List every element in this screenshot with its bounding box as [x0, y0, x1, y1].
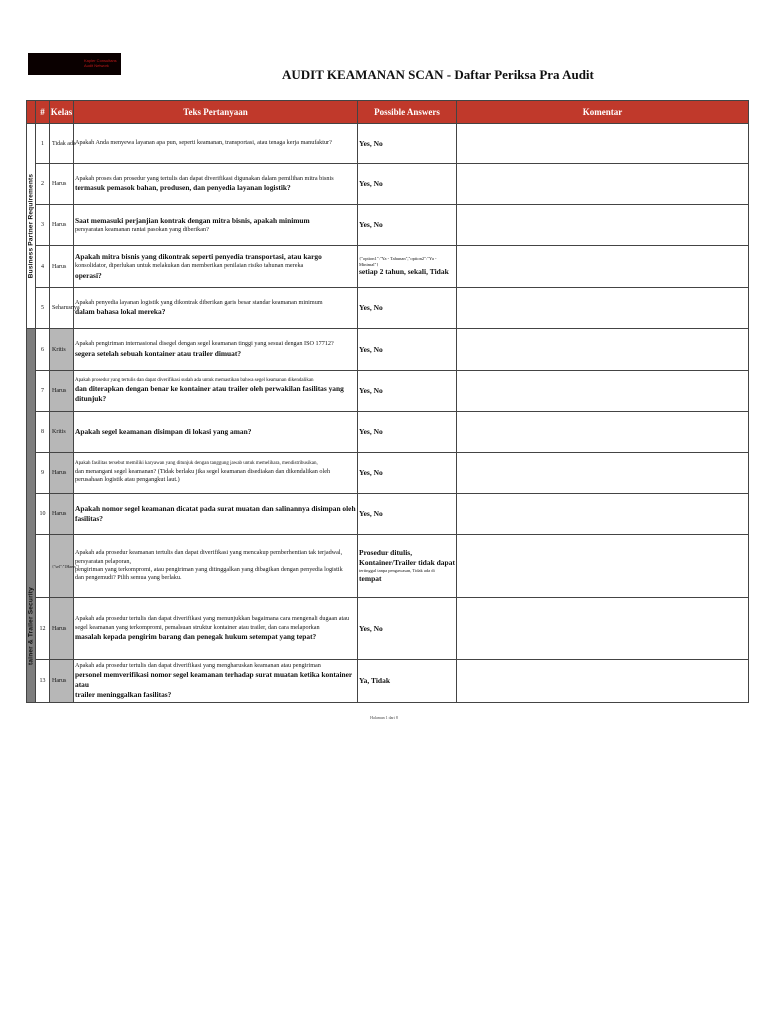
question-text: fasilitas?: [75, 514, 103, 523]
header-number: #: [36, 101, 50, 124]
question-text: Apakah ada prosedur tertulis dan dapat diverifikasi yang menunjukkan bagaimana cara mengenali dugaan atau: [75, 615, 350, 623]
question-text: dan diterapkan dengan benar ke kontainer atau trailer oleh perwakilan fasilitas yang ditunjuk?: [75, 384, 344, 404]
row-comment[interactable]: [457, 164, 749, 205]
question-text: Apakah fasilitas tersebut memiliki karyawan yang ditunjuk dengan tanggung jawab untuk memelihara, mendistribusikan,: [75, 461, 318, 467]
row-comment[interactable]: [457, 329, 749, 371]
row-answers: Yes, No: [358, 371, 457, 412]
row-comment[interactable]: [457, 598, 749, 660]
table-row: [27, 412, 749, 453]
logo-text: Kapler Consultans: [84, 58, 117, 63]
table-row: [27, 371, 749, 412]
row-number: 9: [36, 453, 50, 494]
answer-options-raw: {"option1":"Ya - Tahunan","option2":"Ya - Minimal"}: [359, 255, 437, 267]
question-text: Saat memasuki perjanjian kontrak dengan mitra bisnis, apakah minimum: [75, 215, 310, 225]
table-row: [27, 535, 749, 598]
row-number: 13: [36, 660, 50, 703]
row-answers: Yes, No: [358, 494, 457, 535]
row-number: 3: [36, 205, 50, 246]
row-comment[interactable]: [457, 288, 749, 329]
question-text: Apakah ada prosedur keamanan tertulis dan dapat diverifikasi yang mencakup pemberhentian tak terjadwal, persyaratan pelaporan,: [75, 549, 343, 565]
row-question: [74, 164, 358, 205]
row-number: 8: [36, 412, 50, 453]
answer-text: Prosedur ditulis,: [359, 548, 413, 558]
group-label: Business Partner Requirements: [27, 173, 35, 279]
question-text: persyaratan keamanan rantai pasokan yang diberikan?: [75, 225, 209, 233]
row-answers: [358, 535, 457, 598]
question-text: operasi?: [75, 270, 102, 280]
row-answers: Yes, No: [358, 205, 457, 246]
logo-subtext: Audit Network: [84, 63, 109, 68]
row-question: [74, 412, 358, 453]
row-kelas: Harus: [50, 371, 74, 412]
row-number: 5: [36, 288, 50, 329]
question-text: perusahaan logistik atau pengangkut laut.): [75, 476, 180, 484]
row-answers: Ya, Tidak: [358, 660, 457, 703]
row-kelas: Kritis: [50, 329, 74, 371]
row-kelas: Harus: [50, 205, 74, 246]
row-question: [74, 288, 358, 329]
row-question: [74, 535, 358, 598]
header-comments: Komentar: [457, 101, 749, 124]
table-header-row: [27, 101, 749, 124]
table-row: [27, 453, 749, 494]
company-logo: [28, 53, 121, 75]
row-number: 10: [36, 494, 50, 535]
row-comment[interactable]: [457, 660, 749, 703]
row-answers: Yes, No: [358, 412, 457, 453]
question-text: Apakah penyedia layanan logistik yang dikontrak diberikan garis besar standar keamanan minimum: [75, 298, 323, 306]
table-row: [27, 246, 749, 288]
row-number: 12: [36, 598, 50, 660]
row-answers: Yes, No: [358, 124, 457, 164]
row-kelas: Harus: [50, 660, 74, 703]
row-comment[interactable]: [457, 494, 749, 535]
question-text: konsolidator, diperlukan untuk melakukan dan memberikan penilaian risiko tahunan mereka: [75, 262, 304, 270]
row-question: [74, 494, 358, 535]
row-comment[interactable]: [457, 371, 749, 412]
header-group: [27, 101, 36, 124]
question-text: Apakah mitra bisnis yang dikontrak seperti penyedia transportasi, atau kargo: [75, 252, 322, 262]
header-answers: Possible Answers: [358, 101, 457, 124]
row-answers: Yes, No: [358, 288, 457, 329]
row-number: 7: [36, 371, 50, 412]
group-cell-business-partner: [27, 124, 36, 329]
row-answers: Yes, No: [358, 164, 457, 205]
answer-text: Kontainer/Trailer tidak dapat: [359, 558, 455, 568]
row-kelas: Harus: [50, 598, 74, 660]
question-text: segel keamanan yang terkompromi, pemalsuan struktur kontainer atau trailer, dan cara melaporkan: [75, 623, 320, 631]
row-question: [74, 205, 358, 246]
question-text: termasuk pemasok bahan, produsen, dan penyedia layanan logistik?: [75, 183, 291, 193]
header-kelas: Kelas: [50, 101, 74, 124]
row-answers: Yes, No: [358, 453, 457, 494]
row-answers: Yes, No: [358, 329, 457, 371]
table-row: [27, 205, 749, 246]
row-kelas: Kritis: [50, 412, 74, 453]
row-comment[interactable]: [457, 535, 749, 598]
question-text: Apakah prosedur yang tertulis dan dapat diverifikasi sudah ada untuk memastikan bahwa segel keamanan dikendalikan: [75, 377, 314, 383]
question-text: dan menangani segel keamanan? (Tidak berlaku jika segel keamanan disediakan dan dikendalikan oleh: [75, 468, 331, 476]
table-row: [27, 660, 749, 703]
group-label: tainer & Trailer Security: [27, 586, 35, 665]
row-comment[interactable]: [457, 453, 749, 494]
row-kelas: Harus: [50, 453, 74, 494]
row-number: 4: [36, 246, 50, 288]
row-answers: [358, 246, 457, 288]
row-comment[interactable]: [457, 205, 749, 246]
row-number: 1: [36, 124, 50, 164]
table-row: [27, 329, 749, 371]
header-question: Teks Pertanyaan: [74, 101, 358, 124]
group-cell-container-trailer: [27, 329, 36, 703]
row-question: [74, 124, 358, 164]
row-comment[interactable]: [457, 124, 749, 164]
row-comment[interactable]: [457, 412, 749, 453]
question-text: Apakah nomor segel keamanan dicatat pada surat muatan dan salinannya disimpan oleh: [75, 504, 356, 514]
question-text: Apakah pengiriman internasional disegel dengan segel keamanan tinggi yang sesuai dengan ISO 17712?: [75, 340, 334, 348]
row-answers: Yes, No: [358, 598, 457, 660]
question-text: segera setelah sebuah kontainer atau trailer dimuat?: [75, 348, 242, 358]
row-kelas: Seharusnya: [50, 288, 74, 329]
row-kelas: Harus: [50, 246, 74, 288]
row-question: [74, 371, 358, 412]
question-text: Apakah segel keamanan disimpan di lokasi yang aman?: [75, 427, 252, 436]
row-kelas: Harus: [50, 494, 74, 535]
table-row: [27, 288, 749, 329]
question-text: dan pengemudi? Pilih semua yang berlaku.: [75, 574, 182, 582]
page-footer: Halaman 1 dari 8: [370, 715, 398, 720]
row-kelas: {"sel":"1Harus"}: [50, 535, 74, 598]
row-comment[interactable]: [457, 246, 749, 288]
question-text: masalah kepada pengirim barang dan penegak hukum setempat yang tepat?: [75, 631, 317, 641]
row-kelas: Tidak ada: [50, 124, 74, 164]
answer-text: tertinggal tanpa pengawasan, Tidak ada di: [359, 567, 435, 573]
answer-text: setiap 2 tahun, sekali, Tidak: [359, 267, 449, 277]
question-text: pengiriman yang terkompromi, atau pengiriman yang ditinggalkan yang dibagikan dengan penyedia logistik: [75, 566, 343, 573]
row-question: [74, 329, 358, 371]
question-text: Apakah ada prosedur tertulis dan dapat diverifikasi yang mengharuskan keamanan atau pengiriman: [75, 662, 321, 669]
row-number: 6: [36, 329, 50, 371]
question-text: personel memverifikasi nomor segel keamanan terhadap surat muatan ketika kontainer atau: [75, 670, 353, 690]
row-question: [74, 246, 358, 288]
row-kelas: Harus: [50, 164, 74, 205]
row-question: [74, 453, 358, 494]
table-row: [27, 164, 749, 205]
table-row: [27, 494, 749, 535]
question-text: trailer meninggalkan fasilitas?: [75, 690, 172, 700]
question-text: Apakah Anda menyewa layanan apa pun, seperti keamanan, transportasi, atau tenaga kerja manufaktur?: [75, 139, 332, 147]
row-question: [74, 660, 358, 703]
row-number: 2: [36, 164, 50, 205]
table-row: [27, 598, 749, 660]
answer-text: tempat: [359, 573, 382, 583]
row-question: [74, 598, 358, 660]
question-text: Apakah proses dan prosedur yang tertulis dan dapat diverifikasi digunakan dalam pemilihan mitra bisnis: [75, 174, 334, 182]
table-row: [27, 124, 749, 164]
question-text: dalam bahasa lokal mereka?: [75, 307, 166, 317]
row-number: [36, 535, 50, 598]
audit-checklist-table: [26, 100, 749, 703]
document-title: AUDIT KEAMANAN SCAN - Daftar Periksa Pra Audit: [282, 67, 594, 82]
